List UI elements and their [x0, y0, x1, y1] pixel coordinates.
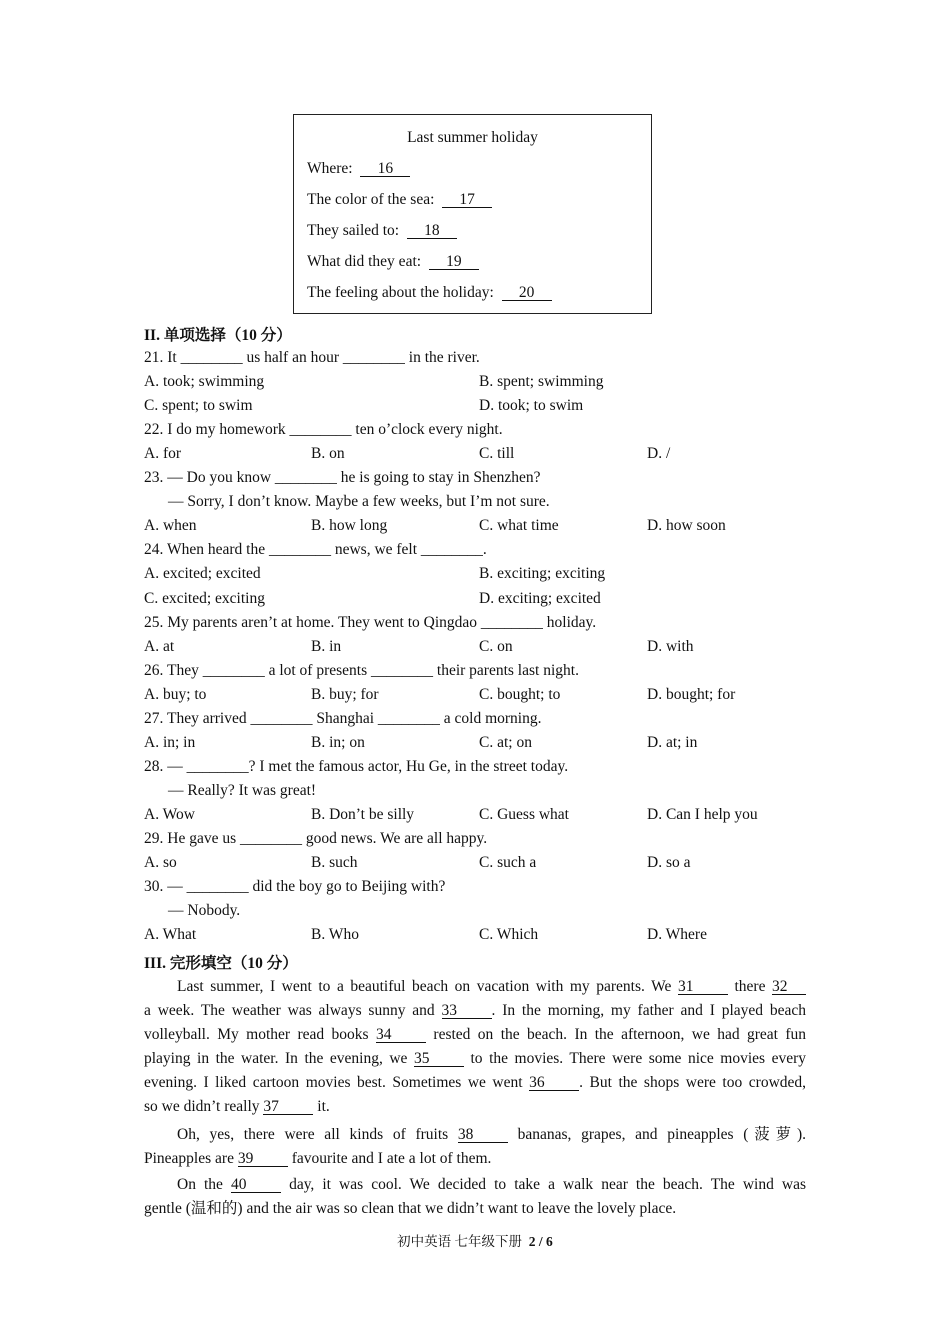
q23-option-d[interactable]: D. how soon — [647, 517, 726, 534]
q26-option-a[interactable]: A. buy; to — [144, 686, 207, 703]
cloze-blank-33: 33 — [442, 1003, 492, 1019]
question-30-reply: — Nobody. — [168, 902, 241, 919]
question-28-reply: — Really? It was great! — [168, 782, 317, 799]
q30-option-a[interactable]: A. What — [144, 926, 197, 943]
q28-option-d[interactable]: D. Can I help you — [647, 806, 758, 823]
q28-option-b[interactable]: B. Don’t be silly — [311, 806, 415, 823]
question-26-stem: 26. They ________ a lot of presents ________ their parents last night. — [144, 662, 579, 679]
page-number: 2 / 6 — [528, 1234, 553, 1249]
section-3-heading: III. 完形填空（10 分） — [144, 955, 298, 972]
box-row-feeling: The feeling about the holiday: 20 — [307, 284, 552, 302]
cloze-blank-38: 38 — [458, 1127, 508, 1143]
cloze-paragraph-3: On the 40 day, it was cool. We decided to take a walk near the beach. The wind was gentle (温和的) and the air was so clean that we didn’t want to leave the lovely place. — [144, 1176, 807, 1217]
q25-option-a[interactable]: A. at — [144, 638, 175, 655]
q28-option-c[interactable]: C. Guess what — [479, 806, 569, 823]
blank-16: 16 — [360, 161, 410, 177]
q24-option-b[interactable]: B. exciting; exciting — [479, 565, 606, 582]
question-30-stem: 30. — ________ did the boy go to Beijing with? — [144, 878, 446, 895]
cloze-blank-37: 37 — [263, 1099, 313, 1115]
blank-17: 17 — [442, 192, 492, 208]
q26-option-d[interactable]: D. bought; for — [647, 686, 736, 703]
question-29-stem: 29. He gave us ________ good news. We are all happy. — [144, 830, 488, 847]
cloze-blank-34: 34 — [376, 1027, 426, 1043]
q21-option-b[interactable]: B. spent; swimming — [479, 373, 604, 390]
question-24-stem: 24. When heard the ________ news, we felt ________. — [144, 541, 487, 558]
question-23-stem: 23. — Do you know ________ he is going to stay in Shenzhen? — [144, 469, 541, 486]
q25-option-c[interactable]: C. on — [479, 638, 513, 655]
cloze-blank-35: 35 — [414, 1051, 464, 1067]
q27-option-d[interactable]: D. at; in — [647, 734, 698, 751]
blank-20: 20 — [502, 285, 552, 301]
box-row-where: Where: 16 — [307, 160, 410, 178]
q23-option-a[interactable]: A. when — [144, 517, 197, 534]
box-row-sea-color: The color of the sea: 17 — [307, 191, 492, 209]
q21-option-a[interactable]: A. took; swimming — [144, 373, 265, 390]
q28-option-a[interactable]: A. Wow — [144, 806, 195, 823]
q23-option-c[interactable]: C. what time — [479, 517, 559, 534]
box-row-eat: What did they eat: 19 — [307, 253, 479, 271]
footer-course: 初中英语 七年级下册 — [397, 1234, 523, 1249]
q29-option-c[interactable]: C. such a — [479, 854, 537, 871]
cloze-blank-32: 32 — [772, 979, 806, 995]
q29-option-d[interactable]: D. so a — [647, 854, 691, 871]
q22-option-b[interactable]: B. on — [311, 445, 345, 462]
holiday-info-box — [293, 114, 652, 314]
question-21-stem: 21. It ________ us half an hour ________ in the river. — [144, 349, 480, 366]
q24-option-d[interactable]: D. exciting; excited — [479, 590, 601, 607]
section-2-heading: II. 单项选择（10 分） — [144, 327, 292, 344]
q25-option-b[interactable]: B. in — [311, 638, 342, 655]
q26-option-c[interactable]: C. bought; to — [479, 686, 561, 703]
question-25-stem: 25. My parents aren’t at home. They went to Qingdao ________ holiday. — [144, 614, 597, 631]
cloze-blank-39: 39 — [238, 1151, 288, 1167]
q25-option-d[interactable]: D. with — [647, 638, 694, 655]
cloze-blank-40: 40 — [231, 1177, 281, 1193]
q27-option-c[interactable]: C. at; on — [479, 734, 532, 751]
q29-option-b[interactable]: B. such — [311, 854, 358, 871]
q27-option-b[interactable]: B. in; on — [311, 734, 365, 751]
blank-19: 19 — [429, 254, 479, 270]
question-22-stem: 22. I do my homework ________ ten o’clock every night. — [144, 421, 503, 438]
cloze-paragraph-1: Last summer, I went to a beautiful beach on vacation with my parents. We 31 there 32 a week. The weather was always sunny and 33 . In the morning, my father and I played beach volleyball. My mother read books 34 rested on the beach. In the afternoon, we had great fun playing in the water. In the evening, we 35 to the movies. There were some nice movies every evening. I liked cartoon movies best. Sometimes we went 36 . But the shops were too crowded, so we didn’t really 37 it. — [144, 978, 807, 1115]
q22-option-c[interactable]: C. till — [479, 445, 515, 462]
question-27-stem: 27. They arrived ________ Shanghai ________ a cold morning. — [144, 710, 542, 727]
question-28-stem: 28. — ________? I met the famous actor, Hu Ge, in the street today. — [144, 758, 569, 775]
blank-18: 18 — [407, 223, 457, 239]
q24-option-a[interactable]: A. excited; excited — [144, 565, 261, 582]
q30-option-b[interactable]: B. Who — [311, 926, 359, 943]
q30-option-d[interactable]: D. Where — [647, 926, 707, 943]
q22-option-d[interactable]: D. / — [647, 445, 671, 462]
q30-option-c[interactable]: C. Which — [479, 926, 539, 943]
q23-option-b[interactable]: B. how long — [311, 517, 388, 534]
q22-option-a[interactable]: A. for — [144, 445, 182, 462]
box-title: Last summer holiday — [407, 129, 538, 146]
q21-option-c[interactable]: C. spent; to swim — [144, 397, 253, 414]
q29-option-a[interactable]: A. so — [144, 854, 177, 871]
q24-option-c[interactable]: C. excited; exciting — [144, 590, 265, 607]
cloze-blank-36: 36 — [529, 1075, 579, 1091]
question-23-reply: — Sorry, I don’t know. Maybe a few weeks, but I’m not sure. — [168, 493, 550, 510]
cloze-blank-31: 31 — [678, 979, 728, 995]
q27-option-a[interactable]: A. in; in — [144, 734, 196, 751]
q26-option-b[interactable]: B. buy; for — [311, 686, 379, 703]
cloze-paragraph-2: Oh, yes, there were all kinds of fruits 38 bananas, grapes, and pineapples (菠萝). Pineapples are 39 favourite and I ate a lot of them. — [144, 1126, 806, 1167]
page-footer — [0, 1230, 950, 1250]
q21-option-d[interactable]: D. took; to swim — [479, 397, 584, 414]
box-row-sailed: They sailed to: 18 — [307, 222, 457, 240]
